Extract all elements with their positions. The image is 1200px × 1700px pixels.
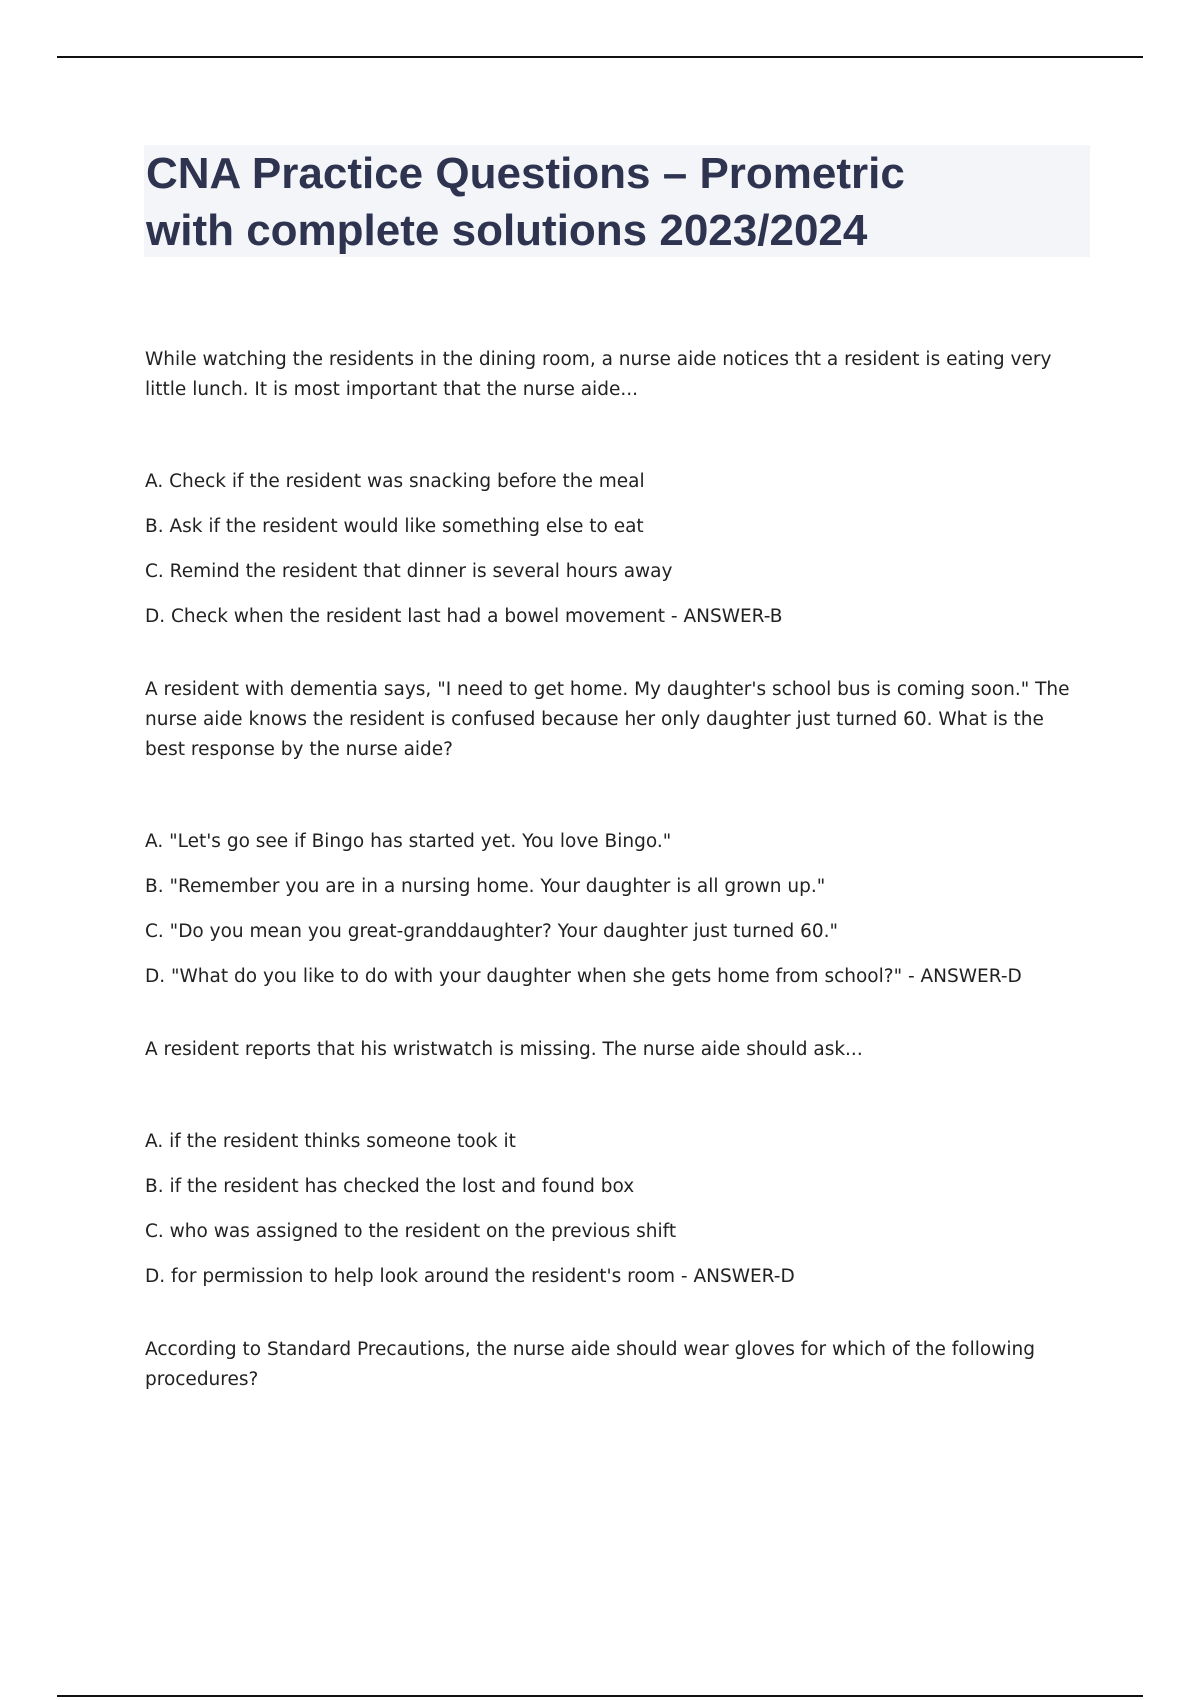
question-text: While watching the residents in the dining room, a nurse aide notices tht a resident is eating very little lunch. It is most important that the nurse aide... [145, 349, 1052, 400]
question-text: A resident reports that his wristwatch is missing. The nurse aide should ask... [145, 1039, 863, 1060]
question-1 [145, 345, 1075, 632]
title-block [144, 145, 1090, 257]
question-text: According to Standard Precautions, the nurse aide should wear gloves for which of the following procedures? [145, 1339, 1035, 1390]
option-c: C. "Do you mean you great-granddaughter? Your daughter just turned 60." [145, 921, 839, 942]
option-d [145, 1262, 1075, 1292]
option-a: A. Check if the resident was snacking before the meal [145, 471, 645, 492]
answer-options [145, 1127, 1075, 1292]
answer-key: - ANSWER-B [665, 606, 783, 627]
option-d [145, 962, 1075, 992]
option-c: C. Remind the resident that dinner is several hours away [145, 561, 673, 582]
question-2 [145, 675, 1075, 992]
top-rule [57, 56, 1143, 58]
answer-options [145, 467, 1075, 632]
bottom-rule [57, 1695, 1143, 1697]
option-b: B. "Remember you are in a nursing home. Your daughter is all grown up." [145, 876, 826, 897]
answer-options [145, 827, 1075, 992]
answer-key: - ANSWER-D [675, 1266, 795, 1287]
option-d [145, 602, 1075, 632]
question-text: A resident with dementia says, "I need to get home. My daughter's school bus is coming soon." The nurse aide knows the resident is confused because her only daughter just turned 60. What is the best response by the nurse aide? [145, 679, 1070, 760]
option-b: B. if the resident has checked the lost and found box [145, 1176, 635, 1197]
question-list [145, 345, 1075, 1457]
option-a: A. "Let's go see if Bingo has started yet. You love Bingo." [145, 831, 672, 852]
title-line-2: with complete solutions 2023/2024 [146, 206, 868, 255]
question-4 [145, 1335, 1075, 1395]
title-line-1: CNA Practice Questions – Prometric [146, 149, 905, 198]
question-3 [145, 1035, 1075, 1292]
option-b: B. Ask if the resident would like something else to eat [145, 516, 644, 537]
document-title [144, 145, 1090, 259]
option-a: A. if the resident thinks someone took it [145, 1131, 516, 1152]
option-c: C. who was assigned to the resident on the previous shift [145, 1221, 677, 1242]
option-d-text: D. Check when the resident last had a bowel movement [145, 606, 666, 627]
answer-key: - ANSWER-D [902, 966, 1022, 987]
option-d-text: D. "What do you like to do with your daughter when she gets home from school?" [145, 966, 903, 987]
option-d-text: D. for permission to help look around the resident's room [145, 1266, 676, 1287]
